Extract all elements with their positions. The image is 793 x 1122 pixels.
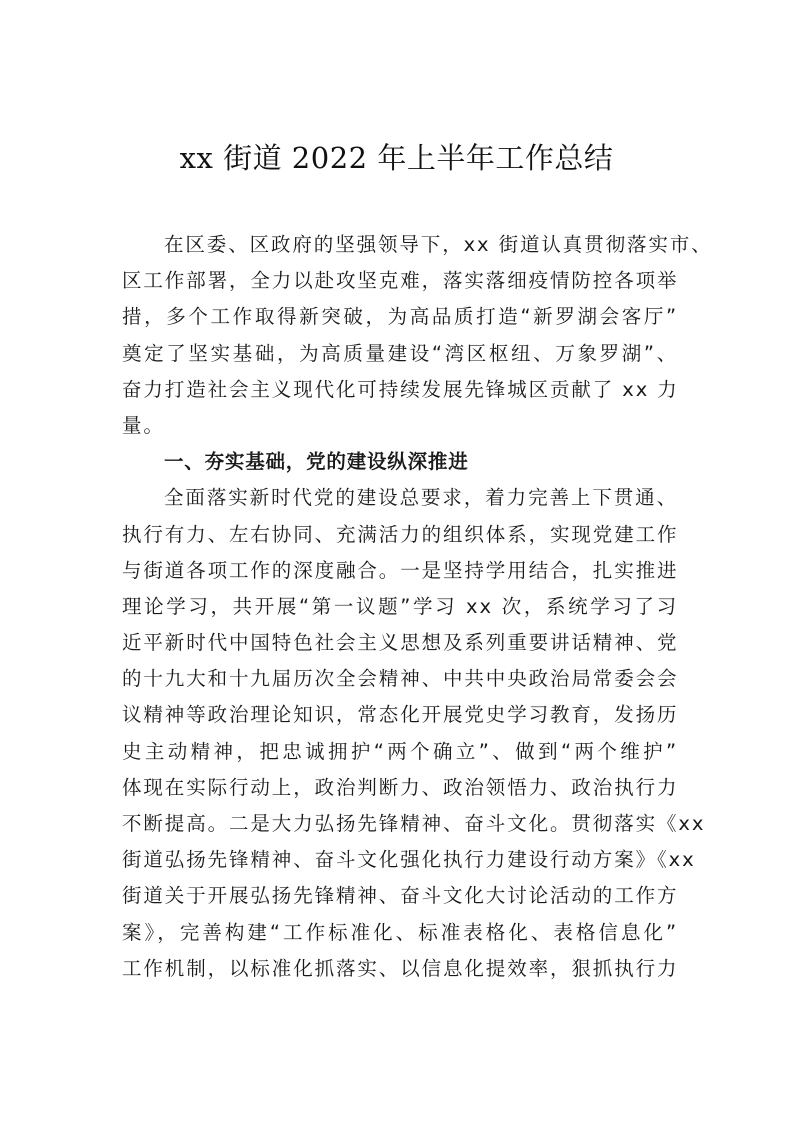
paragraph-2-line-3: 与街道各项工作的深度融合。一是坚持学用结合，扎实推进 [122, 558, 679, 582]
section-heading-1: 一、夯实基础，党的建设纵深推进 [164, 450, 469, 474]
paragraph-2-line-14: 工作机制，以标准化抓落实、以信息化提效率，狠抓执行力 [122, 956, 679, 980]
paragraph-1-line-5: 奋力打造社会主义现代化可持续发展先锋城区贡献了 xx 力 [122, 377, 679, 401]
paragraph-1-line-4: 奠定了坚实基础，为高质量建设“湾区枢纽、万象罗湖”、 [122, 341, 678, 365]
paragraph-1-line-2: 区工作部署，全力以赴攻坚克难，落实落细疫情防控各项举 [122, 269, 679, 293]
paragraph-2-line-1: 全面落实新时代党的建设总要求，着力完善上下贯通、 [164, 486, 678, 510]
paragraph-1-line-6: 量。 [122, 413, 165, 437]
document-title: xx 街道 2022 年上半年工作总结 [179, 141, 614, 175]
paragraph-1-line-1: 在区委、区政府的坚强领导下，xx 街道认真贯彻落实市、 [164, 233, 713, 256]
paragraph-2-line-2: 执行有力、左右协同、充满活力的组织体系，实现党建工作 [122, 522, 679, 546]
paragraph-2-line-9: 体现在实际行动上，政治判断力、政治领悟力、政治执行力 [122, 775, 679, 799]
paragraph-2-line-5: 近平新时代中国特色社会主义思想及系列重要讲话精神、党 [122, 631, 679, 655]
paragraph-2-line-13: 案》，完善构建“工作标准化、标准表格化、表格信息化” [122, 920, 678, 944]
paragraph-2-line-11: 街道弘扬先锋精神、奋斗文化强化执行力建设行动方案》《xx [122, 848, 696, 872]
paragraph-2-line-7: 议精神等政治理论知识，常态化开展党史学习教育，发扬历 [122, 703, 679, 727]
paragraph-2-line-4: 理论学习，共开展“第一议题”学习 xx 次，系统学习了习 [122, 594, 678, 618]
paragraph-2-line-10: 不断提高。二是大力弘扬先锋精神、奋斗文化。贯彻落实《xx [122, 812, 706, 835]
paragraph-2-line-12: 街道关于开展弘扬先锋精神、奋斗文化大讨论活动的工作方 [122, 884, 679, 908]
paragraph-2-line-8: 史主动精神，把忠诚拥护“两个确立”、做到“两个维护” [122, 739, 678, 763]
document-body [122, 227, 713, 987]
paragraph-1-line-3: 措，多个工作取得新突破，为高品质打造“新罗湖会客厅” [122, 305, 678, 329]
paragraph-2-line-6: 的十九大和十九届历次全会精神、中共中央政治局常委会会 [122, 667, 679, 691]
